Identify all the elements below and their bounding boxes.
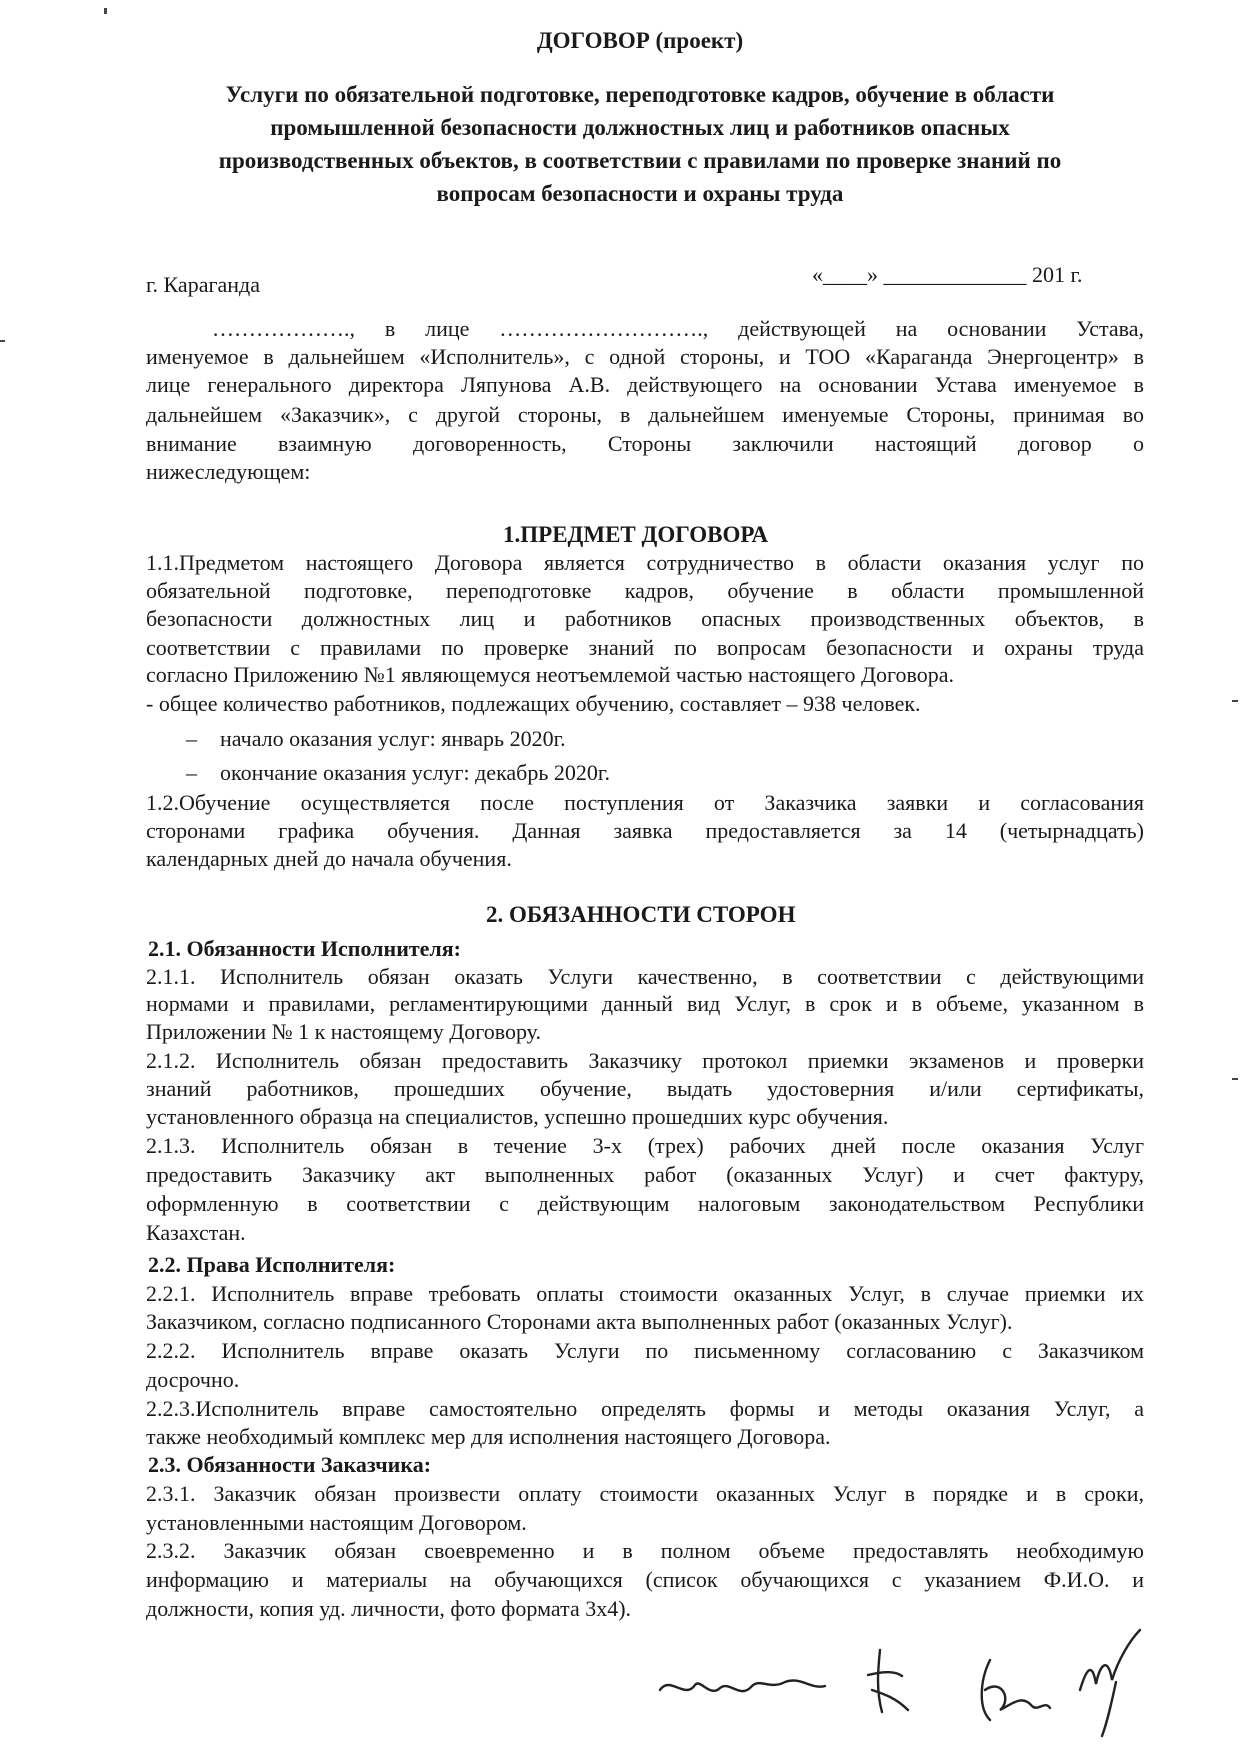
contract-city: г. Караганда <box>146 272 260 297</box>
paragraph-line: нормами и правилами, регламентирующими данный вид Услуг, в срок и в объеме, указанном в <box>146 991 1144 1016</box>
scan-mark <box>104 8 107 14</box>
paragraph-line: досрочно. <box>146 1367 240 1392</box>
paragraph-line: 1.2.Обучение осуществляется после поступления от Заказчика заявки и согласования <box>146 790 1144 815</box>
preamble-line: именуемое в дальнейшем «Исполнитель», с одной стороны, и ТОО «Караганда Энергоцентр» в <box>146 344 1144 369</box>
paragraph-line: оформленную в соответствии с действующим налоговым законодательством Республики <box>146 1191 1144 1216</box>
paragraph-line: знаний работников, прошедших обучение, выдать удостоверния и/или сертификаты, <box>146 1076 1144 1101</box>
preamble-line: лице генерального директора Ляпунова А.В. действующего на основании Устава именуемое в <box>146 372 1144 397</box>
preamble-line: внимание взаимную договоренность, Стороны заключили настоящий договор о <box>146 431 1144 456</box>
signature-4 <box>1080 1630 1140 1736</box>
subtitle-line: Услуги по обязательной подготовке, переподготовке кадров, обучение в области <box>225 82 1055 107</box>
paragraph-line: 2.1.1. Исполнитель обязан оказать Услуги качественно, в соответствии с действующими <box>146 964 1144 989</box>
paragraph-line: должности, копия уд. личности, фото формата 3х4). <box>146 1596 632 1621</box>
worker-count: - общее количество работников, подлежащих обучению, составляет – 938 человек. <box>146 691 921 716</box>
document-title: ДОГОВОР (проект) <box>536 28 744 53</box>
scan-mark <box>0 340 5 342</box>
subtitle-line: промышленной безопасности должностных лиц и работников опасных <box>270 115 1010 140</box>
section-2-heading: 2. ОБЯЗАННОСТИ СТОРОН <box>486 902 796 927</box>
paragraph-line: установленного образца на специалистов, успешно прошедших курс обучения. <box>146 1104 889 1129</box>
preamble-line: нижеследующем: <box>146 459 311 484</box>
paragraph-line: 2.1.3. Исполнитель обязан в течение 3-х (трех) рабочих дней после оказания Услуг <box>146 1133 1144 1158</box>
paragraph-line: 2.3.2. Заказчик обязан своевременно и в полном объеме предоставлять необходимую <box>146 1538 1144 1563</box>
paragraph-line: 2.1.2. Исполнитель обязан предоставить Заказчику протокол приемки экзаменов и проверки <box>146 1048 1144 1073</box>
paragraph-line: безопасности должностных лиц и работников опасных производственных объектов, в <box>146 606 1144 631</box>
paragraph-line: обязательной подготовке, переподготовке кадров, обучение в области промышленной <box>146 578 1144 603</box>
dash-marker: – <box>186 760 197 785</box>
service-start-text: начало оказания услуг: январь 2020г. <box>220 726 566 751</box>
service-end-text: окончание оказания услуг: декабрь 2020г. <box>220 760 610 785</box>
preamble-line: дальнейшем «Заказчик», с другой стороны, в дальнейшем именуемые Стороны, принимая во <box>146 402 1144 427</box>
service-end <box>186 760 610 786</box>
contract-date: «____» _____________ 201 г. <box>812 262 1083 287</box>
paragraph-line: 1.1.Предметом настоящего Договора является сотрудничество в области оказания услуг по <box>146 550 1144 575</box>
subsection-heading: 2.1. Обязанности Исполнителя: <box>148 936 462 961</box>
section-1-heading: 1.ПРЕДМЕТ ДОГОВОРА <box>503 522 769 547</box>
signature-1 <box>660 1680 825 1691</box>
paragraph-line: 2.2.3.Исполнитель вправе самостоятельно определять формы и методы оказания Услуг, а <box>146 1396 1144 1421</box>
subtitle-line: вопросам безопасности и охраны труда <box>436 181 844 206</box>
subsection-heading: 2.2. Права Исполнителя: <box>148 1252 396 1277</box>
document-subtitle <box>140 78 1140 210</box>
signature-2 <box>868 1650 908 1712</box>
dash-marker: – <box>186 726 197 751</box>
paragraph-line: установленными настоящим Договором. <box>146 1510 527 1535</box>
subtitle-line: производственных объектов, в соответствии с правилами по проверке знаний по <box>218 148 1062 173</box>
paragraph-line: 2.3.1. Заказчик обязан произвести оплату стоимости оказанных Услуг в порядке и в сроки, <box>146 1481 1144 1506</box>
scan-mark <box>1232 700 1238 702</box>
subsection-heading: 2.3. Обязанности Заказчика: <box>148 1452 432 1477</box>
preamble-line: ………………., в лице ………………………., действующей на основании Устава, <box>212 316 1144 341</box>
signature-3 <box>982 1660 1050 1720</box>
scan-mark <box>1232 1078 1238 1080</box>
handwritten-signatures <box>640 1620 1160 1740</box>
paragraph-line: сторонами графика обучения. Данная заявка предоставляется за 14 (четырнадцать) <box>146 818 1144 843</box>
paragraph-line: информацию и материалы на обучающихся (список обучающихся с указанием Ф.И.О. и <box>146 1567 1144 1592</box>
paragraph-line: Приложении № 1 к настоящему Договору. <box>146 1019 541 1044</box>
paragraph-line: согласно Приложению №1 являющемуся неотъемлемой частью настоящего Договора. <box>146 662 954 687</box>
paragraph-line: предоставить Заказчику акт выполненных работ (оказанных Услуг) и счет фактуру, <box>146 1162 1144 1187</box>
paragraph-line: соответствии с правилами по проверке знаний по вопросам безопасности и охраны труда <box>146 635 1144 660</box>
paragraph-line: календарных дней до начала обучения. <box>146 846 512 871</box>
paragraph-line: Заказчиком, согласно подписанного Сторонами акта выполненных работ (оказанных Услуг). <box>146 1309 1013 1334</box>
paragraph-line: Казахстан. <box>146 1220 246 1245</box>
service-start <box>186 726 566 752</box>
paragraph-line: 2.2.1. Исполнитель вправе требовать оплаты стоимости оказанных Услуг, в случае приемки их <box>146 1281 1144 1306</box>
paragraph-line: 2.2.2. Исполнитель вправе оказать Услуги по письменному согласованию с Заказчиком <box>146 1338 1144 1363</box>
paragraph-line: также необходимый комплекс мер для исполнения настоящего Договора. <box>146 1424 831 1449</box>
